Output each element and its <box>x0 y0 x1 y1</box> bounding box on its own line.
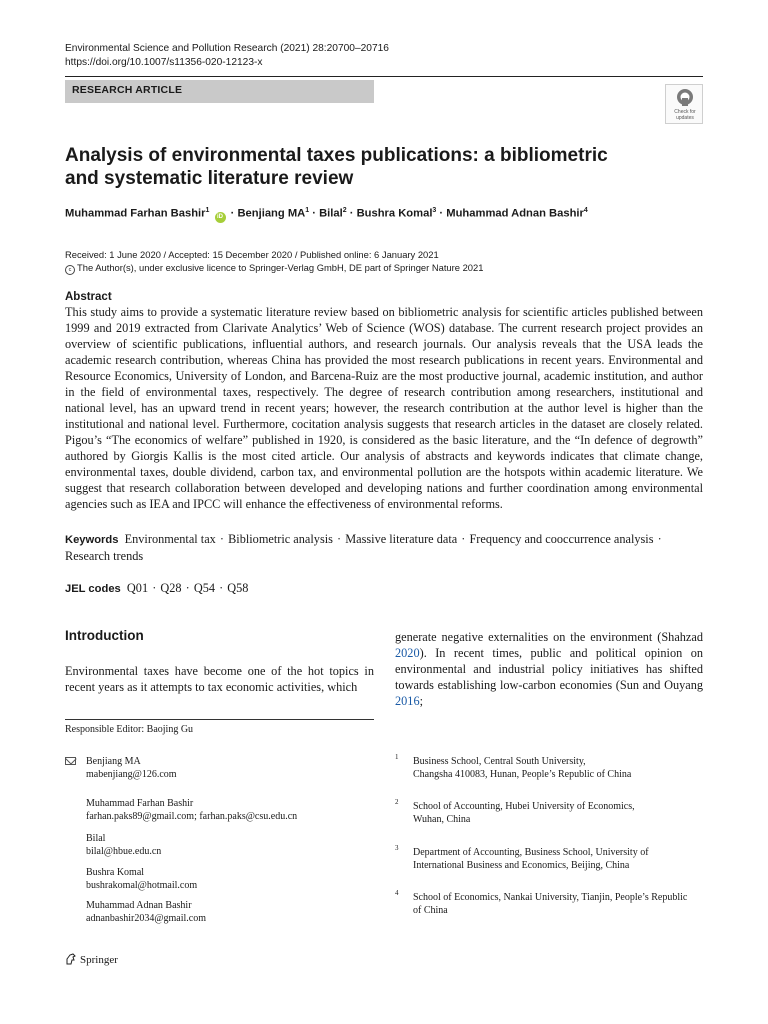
section-heading-introduction: Introduction <box>65 628 144 643</box>
keywords-heading: Keywords <box>65 534 119 546</box>
jel-codes-block: JEL codes Q01 · Q28 · Q54 · Q58 <box>65 581 249 595</box>
orcid-icon[interactable]: iD <box>215 212 226 223</box>
abstract-body: This study aims to provide a systematic literature review based on bibliometric analysis for scientific articles published between 1999 and 2019 extracted from Clarivate Analytics’ Web of Science (WOS) database. The current research project provides an overview of scientific publications, influential authors, and research journals. Our analysis reveals that the USA leads the academic research contribution, whereas China has provided the most research publications in recent years. Environmental and Resource Economics, University of London, and Barcena-Ruiz are the most productive journal, academic institution, and author in the field of environmental taxes, respectively. The degree of research contribution among researchers, institutional and national level, has an upward trend in recent years; however, the research contribution at the author level is higher than the institutional and national level. Furthermore, cocitation analysis suggests that research articles in the dataset are closely related. Pigou’s “The economics of welfare” published in 1920, is considered as the basic literature, and the “In defence of degrowth” authored by Giorgis Kallis is the most cited article. Our analysis of abstracts and keywords indicates that climate change, environmental taxes, double dividend, carbon tax, and environmental pollution are the hotspots within academic literature. We suggest that research collaboration between developed and developing nations and further coordination among environmental agencies such as IEA and IPCC will enhance the effectiveness of environmental reforms. <box>65 305 703 511</box>
affiliation: Business School, Central South University, Changsha 410083, Hunan, People’s Republic of China <box>413 756 632 780</box>
envelope-icon <box>65 757 76 765</box>
author-name[interactable]: Bilal <box>319 207 343 220</box>
check-updates-icon <box>676 88 694 108</box>
affiliation-number: 2 <box>395 798 399 806</box>
jel-heading: JEL codes <box>65 583 121 595</box>
header-rule <box>65 76 703 77</box>
affiliation-number: 1 <box>395 753 399 761</box>
keyword: Frequency and cooccurrence analysis <box>469 532 654 546</box>
copyright-line: c The Author(s), under exclusive licence to Springer-Verlag GmbH, DE part of Springer Nature 2021 <box>65 261 483 275</box>
citation-link[interactable]: 2016 <box>395 694 420 708</box>
citation-link[interactable]: 2020 <box>395 646 420 660</box>
keyword: Environmental tax <box>124 532 216 546</box>
affiliation: School of Accounting, Hubei University of Economics, Wuhan, China <box>413 801 635 825</box>
affiliation-number: 4 <box>395 889 399 897</box>
intro-text-left: Environmental taxes have become one of the hot topics in recent years as it attempts to tax economic activities, which <box>65 664 374 694</box>
abstract-heading: Abstract <box>65 291 112 303</box>
corresponding-author: Muhammad Farhan Bashir farhan.paks89@gmail.com; farhan.paks@csu.edu.cn <box>86 798 298 822</box>
article-type-label: RESEARCH ARTICLE <box>72 84 183 96</box>
author-name[interactable]: Bushra Komal <box>356 207 433 220</box>
email-link[interactable]: mabenjiang@126.com <box>86 769 177 780</box>
author-name[interactable]: Benjiang MA <box>237 207 306 220</box>
article-title: Analysis of environmental taxes publications: a bibliometric and systematic literature review <box>65 145 608 189</box>
responsible-editor: Responsible Editor: Baojing Gu <box>65 724 194 735</box>
jel-code: Q28 <box>160 581 182 595</box>
doi-link[interactable]: https://doi.org/10.1007/s11356-020-12123-x <box>65 57 263 68</box>
keyword: Massive literature data <box>345 532 458 546</box>
keywords-block: Keywords Environmental tax · Bibliometric analysis · Massive literature data · Frequency and cooccurrence analysis · Research trends <box>65 532 662 563</box>
affiliation: School of Economics, Nankai University, Tianjin, People’s Republic of China <box>413 892 688 916</box>
author-name[interactable]: Muhammad Farhan Bashir <box>65 207 206 220</box>
jel-code: Q01 <box>126 581 149 595</box>
corresponding-author: Bushra Komal bushrakomal@hotmail.com <box>86 867 198 891</box>
affiliation-number: 3 <box>395 844 399 852</box>
keyword: Bibliometric analysis <box>228 532 333 546</box>
corresponding-author: Benjiang MA mabenjiang@126.com <box>86 756 177 780</box>
affiliation: Department of Accounting, Business School, University of International Business and Economics, Beijing, China <box>413 847 649 871</box>
jel-code: Q58 <box>227 581 249 595</box>
check-for-updates-badge[interactable] <box>665 84 703 124</box>
journal-citation: Environmental Science and Pollution Research (2021) 28:20700–20716 <box>65 43 389 54</box>
corresponding-author: Bilal bilal@hbue.edu.cn <box>86 833 162 857</box>
author-list: Muhammad Farhan Bashir$^1$ iD · Benjiang $MA^1$ · Bilal$^2$ · Bushra Komal$^3$ · Muhammad Adnan Bashir$^4$ <box>65 207 588 223</box>
springer-horse-icon <box>65 953 77 965</box>
check-for-updates-text: Check for updates <box>674 109 696 121</box>
copyright-icon: c <box>65 265 75 275</box>
corresponding-author: Muhammad Adnan Bashir adnanbashir2034@gmail.com <box>86 900 207 924</box>
publication-dates: Received: 1 June 2020 / Accepted: 15 December 2020 / Published online: 6 January 2021 <box>65 249 439 260</box>
email-link[interactable]: farhan.paks89@gmail.com; farhan.paks@csu.edu.cn <box>86 811 298 822</box>
springer-logo: Springer <box>65 953 118 966</box>
email-link[interactable]: bushrakomal@hotmail.com <box>86 880 198 891</box>
email-link[interactable]: bilal@hbue.edu.cn <box>86 846 162 857</box>
author-name[interactable]: Muhammad Adnan Bashir <box>446 207 584 220</box>
jel-code: Q54 <box>193 581 216 595</box>
intro-text-right: generate negative externalities on the environment (Shahzad 2020). In recent times, public and political opinion on environmental and industrial policy initiatives has shifted towards establishing low-carbon economies (Sun and Ouyang 2016; <box>395 630 703 708</box>
keyword: Research trends <box>65 549 144 563</box>
email-link[interactable]: adnanbashir2034@gmail.com <box>86 913 207 924</box>
footnote-rule <box>65 719 374 720</box>
